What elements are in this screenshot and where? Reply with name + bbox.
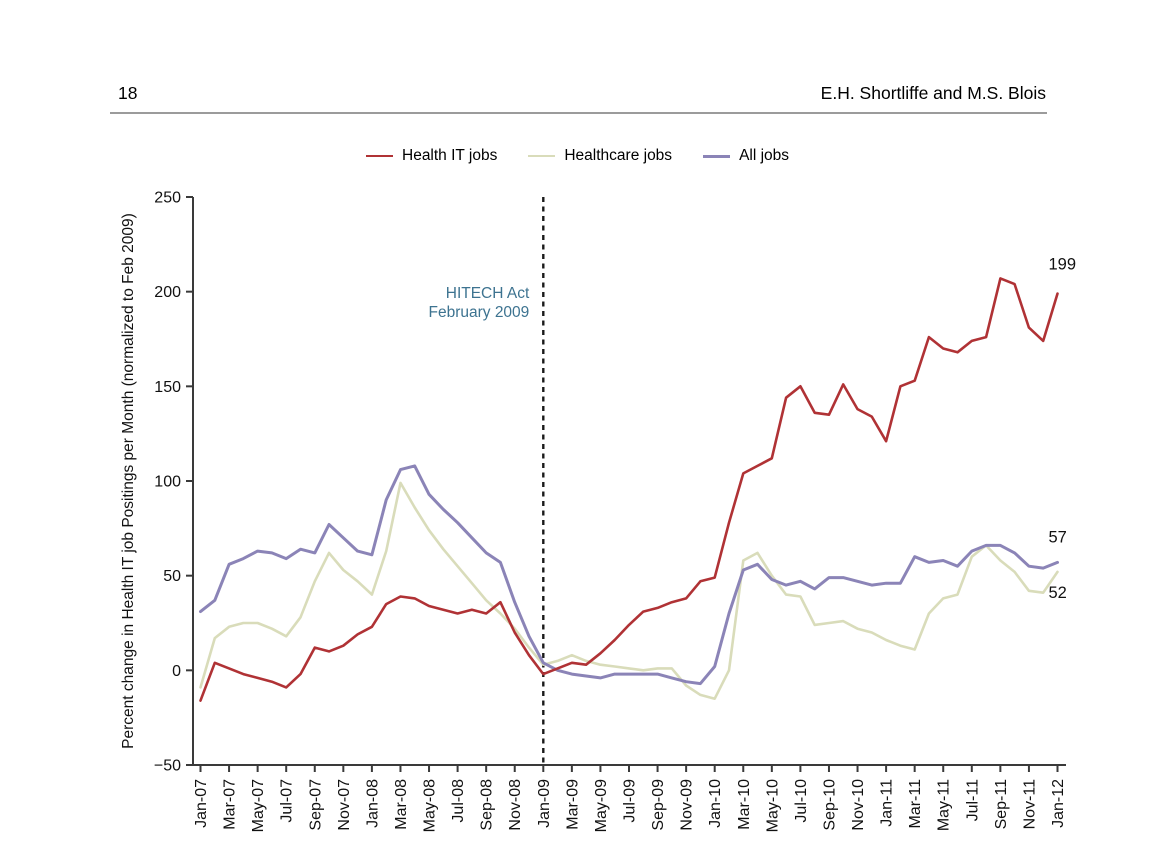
x-tick-label: May-10 (764, 779, 782, 833)
x-tick-label: Nov-11 (1021, 779, 1039, 830)
x-tick-label: Jul-09 (621, 779, 639, 823)
x-tick-label: May-09 (592, 779, 610, 833)
x-tick-label: Sep-07 (307, 779, 325, 831)
x-tick-label: Mar-11 (907, 779, 925, 829)
y-tick-label: 0 (172, 662, 181, 680)
x-tick-label: Jul-11 (964, 779, 982, 822)
series-line-health-it-jobs (201, 278, 1058, 700)
end-label-all-jobs: 57 (1048, 528, 1067, 547)
y-tick-label: −50 (153, 757, 181, 775)
x-tick-label: Jan-11 (878, 779, 896, 827)
x-tick-label: Sep-08 (478, 779, 496, 831)
legend-label-healthcare-jobs: Healthcare jobs (564, 147, 673, 164)
legend-label-health-it-jobs: Health IT jobs (402, 147, 498, 164)
x-tick-label: Jan-07 (193, 779, 210, 828)
x-tick-label: Nov-08 (507, 779, 525, 831)
x-tick-label: May-08 (421, 779, 439, 833)
x-tick-label: Nov-10 (850, 779, 868, 831)
annotation-hitech-line2: February 2009 (428, 304, 530, 321)
x-tick-label: Jan-10 (707, 779, 725, 828)
x-tick-label: Jan-12 (1049, 779, 1067, 828)
end-label-health-it-jobs: 199 (1048, 255, 1077, 274)
x-tick-label: Sep-10 (821, 779, 839, 831)
x-tick-label: Mar-07 (221, 779, 239, 830)
x-tick-label: Jul-08 (450, 779, 468, 823)
y-axis-title: Percent change in Health IT job Positings per Month (normalized to Feb 2009) (120, 213, 137, 749)
y-tick-label: 200 (154, 284, 181, 302)
x-tick-label: Jan-08 (364, 779, 382, 828)
legend-label-all-jobs: All jobs (739, 147, 790, 164)
x-tick-label: Jan-09 (535, 779, 553, 828)
y-tick-label: 100 (154, 473, 181, 491)
x-tick-label: Mar-09 (564, 779, 582, 830)
running-head-authors: E.H. Shortliffe and M.S. Blois (820, 83, 1046, 103)
x-tick-label: Jul-07 (278, 779, 296, 823)
x-tick-label: Sep-09 (650, 779, 668, 831)
y-tick-label: 50 (163, 568, 181, 586)
x-tick-label: Mar-08 (392, 779, 410, 830)
x-tick-label: Mar-10 (735, 779, 753, 830)
y-tick-label: 250 (154, 189, 181, 207)
x-tick-label: Jul-10 (792, 779, 810, 823)
y-tick-label: 150 (154, 378, 181, 396)
page-number: 18 (118, 83, 138, 103)
x-tick-label: May-07 (250, 779, 268, 833)
end-label-healthcare-jobs: 52 (1048, 583, 1067, 602)
series-line-healthcare-jobs (201, 483, 1058, 699)
annotation-hitech-line1: HITECH Act (445, 285, 530, 302)
x-tick-label: Sep-11 (992, 779, 1010, 830)
x-tick-label: Nov-07 (335, 779, 353, 831)
x-tick-label: Nov-09 (678, 779, 696, 831)
x-tick-label: May-11 (935, 779, 953, 832)
